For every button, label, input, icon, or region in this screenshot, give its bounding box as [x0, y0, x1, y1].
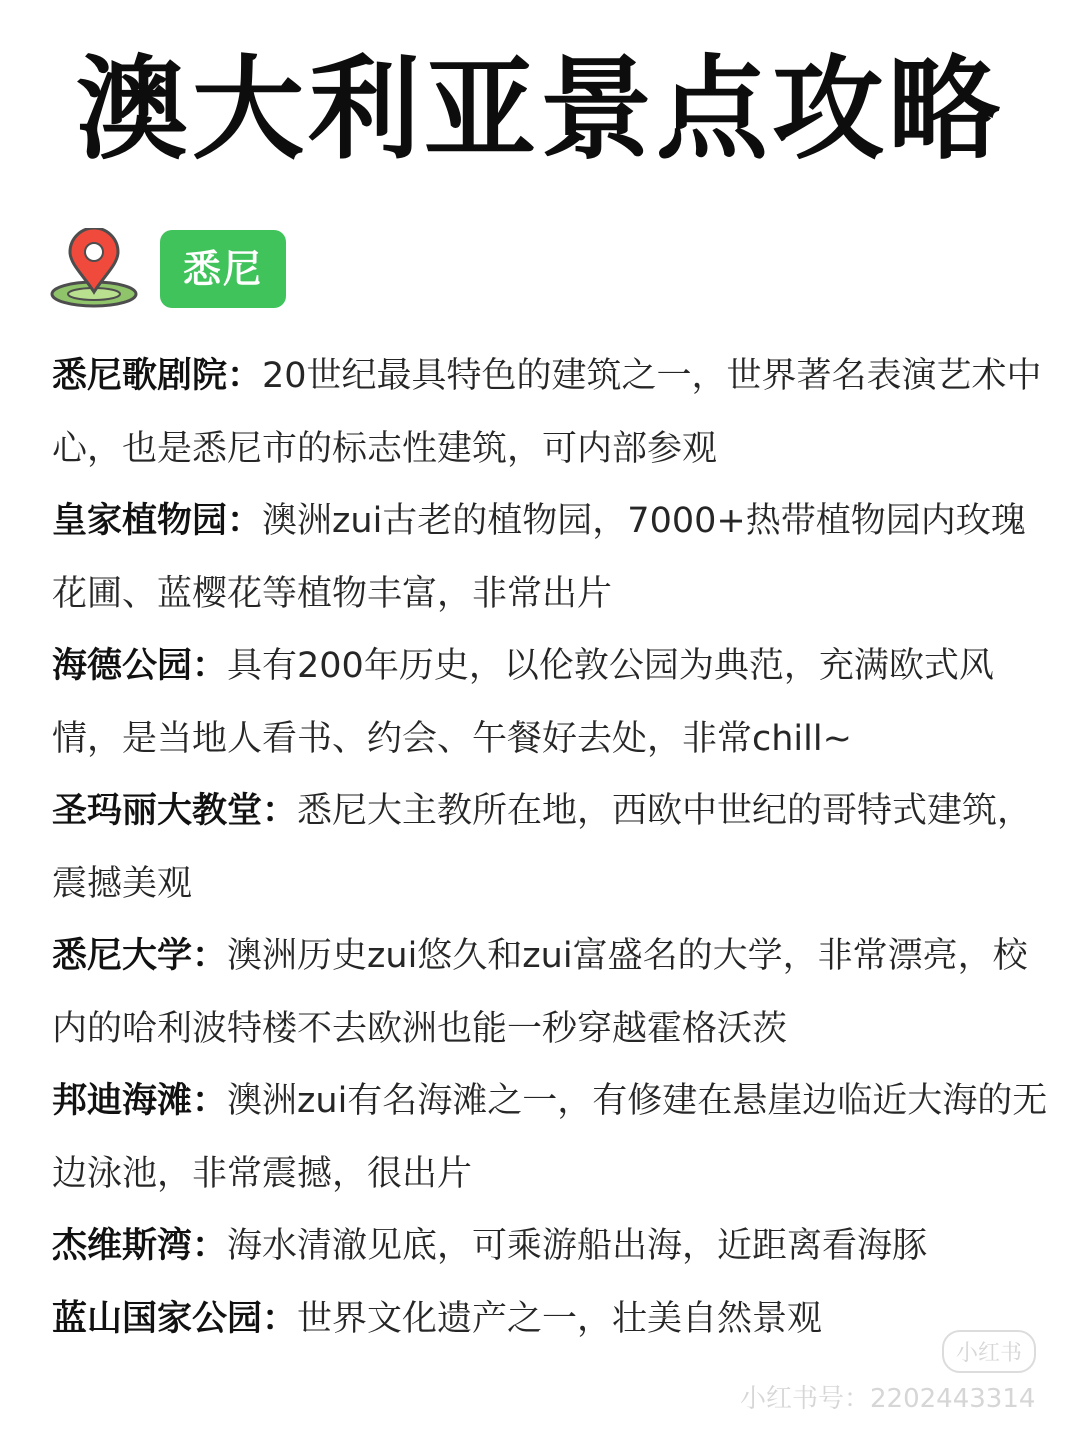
- attraction-item: [52, 920, 1060, 1065]
- attraction-item: [52, 485, 1060, 630]
- attraction-item: [52, 1210, 1060, 1283]
- attraction-desc: 澳洲历史zui悠久和zui富盛名的大学，非常漂亮，校内的哈利波特楼不去欧洲也能一秒穿越霍格沃茨: [52, 936, 1028, 1049]
- attraction-item: [52, 775, 1060, 920]
- attraction-desc: 悉尼大主教所在地，西欧中世纪的哥特式建筑，震撼美观: [52, 791, 1033, 904]
- attraction-item: [52, 630, 1060, 775]
- watermark-id: 小红书号：2202443314: [740, 1384, 1036, 1414]
- attraction-list: [52, 340, 1060, 1355]
- attraction-desc: 澳洲zui有名海滩之一，有修建在悬崖边临近大海的无边泳池，非常震撼，很出片: [52, 1081, 1048, 1194]
- attraction-item: [52, 1283, 1060, 1356]
- attraction-item: [52, 340, 1060, 485]
- watermark-logo: 小红书: [942, 1330, 1036, 1373]
- attraction-name: 悉尼大学：: [52, 936, 228, 976]
- attraction-desc: 海水清澈见底，可乘游船出海，近距离看海豚: [227, 1226, 928, 1266]
- attraction-name: 皇家植物园：: [52, 501, 263, 541]
- page-title: 澳大利亚景点攻略: [76, 45, 1004, 175]
- attraction-desc: 世界文化遗产之一，壮美自然景观: [297, 1298, 823, 1339]
- attraction-name: 邦迪海滩：: [52, 1081, 228, 1121]
- attraction-name: 蓝山国家公园：: [52, 1298, 298, 1339]
- attraction-name: 杰维斯湾：: [52, 1226, 228, 1266]
- city-badge: 悉尼: [160, 230, 286, 308]
- attraction-desc: 澳洲zui古老的植物园，7000+热带植物园内玫瑰花圃、蓝樱花等植物丰富，非常出片: [52, 501, 1026, 614]
- attraction-desc: 具有200年历史，以伦敦公园为典范，充满欧式风情，是当地人看书、约会、午餐好去处，非常chill~: [52, 646, 994, 759]
- attraction-name: 圣玛丽大教堂：: [52, 791, 298, 831]
- attraction-name: 悉尼歌剧院：: [52, 356, 263, 396]
- attraction-name: 海德公园：: [52, 646, 228, 686]
- attraction-desc: 20世纪最具特色的建筑之一，世界著名表演艺术中心，也是悉尼市的标志性建筑，可内部参观: [52, 356, 1042, 469]
- city-header: [48, 228, 286, 310]
- attraction-item: [52, 1065, 1060, 1210]
- map-pin-icon: [48, 228, 142, 310]
